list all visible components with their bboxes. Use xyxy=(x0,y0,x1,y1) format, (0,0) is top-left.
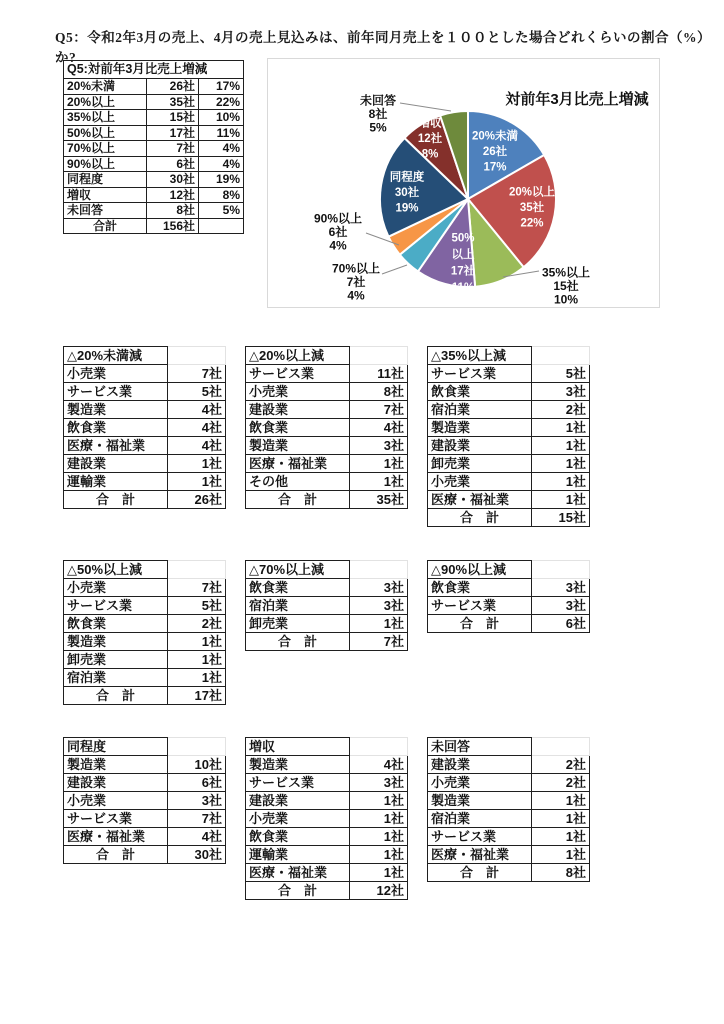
chart-title: 対前年3月比売上増減 xyxy=(505,91,649,108)
cell-industry: 宿泊業 xyxy=(428,401,532,419)
cell-industry: 医療・福祉業 xyxy=(64,437,168,455)
pie-slice-label: 70%以上 7社 4% xyxy=(331,261,381,303)
pie-slice-label: 同程度 30社 19% xyxy=(389,171,425,215)
table-row xyxy=(64,669,226,687)
table-row xyxy=(428,473,590,491)
cell-percent: 11% xyxy=(199,125,244,141)
cell-industry: 飲食業 xyxy=(428,383,532,401)
cell-count: 4社 xyxy=(350,419,408,437)
cell-count: 11社 xyxy=(350,365,408,383)
table-row xyxy=(64,615,226,633)
cell-count: 1社 xyxy=(168,651,226,669)
cell-industry: 飲食業 xyxy=(64,615,168,633)
table-row xyxy=(428,401,590,419)
cell-count: 7社 xyxy=(168,365,226,383)
cell-percent: 22% xyxy=(199,94,244,110)
summary-table xyxy=(63,60,244,234)
pie-slice-label: 増収 12社 8% xyxy=(417,117,443,161)
cell-industry: 運輸業 xyxy=(64,473,168,491)
cell-count: 35社 xyxy=(147,94,199,110)
table-row xyxy=(246,810,408,828)
cell-count: 1社 xyxy=(532,473,590,491)
cell-industry: 製造業 xyxy=(246,756,350,774)
table-row xyxy=(64,810,226,828)
table-row xyxy=(64,792,226,810)
total-label: 合 計 xyxy=(428,864,532,882)
cell-industry: 製造業 xyxy=(64,401,168,419)
cell-count: 5社 xyxy=(168,597,226,615)
cell-industry: サービス業 xyxy=(64,810,168,828)
table-row xyxy=(64,651,226,669)
breakdown-table-title: △70%以上減 xyxy=(246,561,350,579)
cell-count: 1社 xyxy=(532,846,590,864)
chart-area xyxy=(267,58,660,308)
cell-percent: 17% xyxy=(199,79,244,95)
cell-count: 3社 xyxy=(532,383,590,401)
cell-count: 1社 xyxy=(168,669,226,687)
cell-percent: 8% xyxy=(199,187,244,203)
table-row xyxy=(64,455,226,473)
cell-industry: 宿泊業 xyxy=(246,597,350,615)
label-leader-line xyxy=(382,265,407,274)
breakdown-total-row xyxy=(246,882,408,900)
breakdown-total-row xyxy=(64,846,226,864)
cell-count: 26社 xyxy=(147,79,199,95)
cell-count: 1社 xyxy=(350,846,408,864)
cell-count: 1社 xyxy=(168,455,226,473)
cell-industry: 建設業 xyxy=(246,401,350,419)
table-row xyxy=(64,437,226,455)
cell-percent: 4% xyxy=(199,156,244,172)
table-row xyxy=(428,774,590,792)
table-row xyxy=(246,365,408,383)
total-label: 合計 xyxy=(64,218,147,234)
cell-count: 1社 xyxy=(350,455,408,473)
cell-industry: 製造業 xyxy=(64,633,168,651)
cell-industry: サービス業 xyxy=(428,365,532,383)
cell-industry: 医療・福祉業 xyxy=(246,455,350,473)
cell-count: 7社 xyxy=(168,579,226,597)
cell-category: 同程度 xyxy=(64,172,147,188)
pie-chart xyxy=(268,59,659,307)
table-row xyxy=(246,864,408,882)
total-label: 合 計 xyxy=(246,491,350,509)
breakdown-header-row xyxy=(64,347,226,365)
breakdown-table xyxy=(245,346,408,509)
cell-category: 35%以上 xyxy=(64,110,147,126)
table-row xyxy=(246,473,408,491)
cell-count: 1社 xyxy=(532,491,590,509)
total-label: 合 計 xyxy=(64,687,168,705)
table-row xyxy=(64,79,244,95)
cell-industry: 卸売業 xyxy=(64,651,168,669)
cell-count: 3社 xyxy=(350,437,408,455)
header-empty-cell xyxy=(532,738,590,756)
cell-industry: 医療・福祉業 xyxy=(246,864,350,882)
cell-count: 30社 xyxy=(147,172,199,188)
table-row xyxy=(246,846,408,864)
table-row xyxy=(64,401,226,419)
cell-industry: 製造業 xyxy=(428,419,532,437)
cell-count: 1社 xyxy=(350,828,408,846)
table-row xyxy=(64,419,226,437)
cell-count: 1社 xyxy=(350,810,408,828)
total-count: 17社 xyxy=(168,687,226,705)
breakdown-header-row xyxy=(428,561,590,579)
cell-count: 8社 xyxy=(350,383,408,401)
cell-industry: 建設業 xyxy=(428,756,532,774)
cell-industry: 小売業 xyxy=(428,473,532,491)
cell-category: 20%以上 xyxy=(64,94,147,110)
cell-industry: 小売業 xyxy=(246,383,350,401)
table-row xyxy=(64,756,226,774)
cell-industry: 飲食業 xyxy=(246,419,350,437)
breakdown-table-title: △50%以上減 xyxy=(64,561,168,579)
cell-count: 3社 xyxy=(532,579,590,597)
cell-count: 4社 xyxy=(350,756,408,774)
table-row xyxy=(246,455,408,473)
breakdown-table xyxy=(427,737,590,882)
cell-count: 1社 xyxy=(532,437,590,455)
cell-count: 3社 xyxy=(350,774,408,792)
cell-industry: 小売業 xyxy=(64,579,168,597)
summary-table-title: Q5:対前年3月比売上増減 xyxy=(64,61,244,79)
table-row xyxy=(246,792,408,810)
table-row xyxy=(246,383,408,401)
cell-count: 3社 xyxy=(168,792,226,810)
cell-category: 90%以上 xyxy=(64,156,147,172)
cell-count: 3社 xyxy=(350,579,408,597)
table-row xyxy=(428,383,590,401)
cell-industry: サービス業 xyxy=(64,383,168,401)
pie-slice-label: 50%以上 17社 11% xyxy=(450,232,476,294)
cell-count: 3社 xyxy=(350,597,408,615)
breakdown-total-row xyxy=(64,687,226,705)
breakdown-total-row xyxy=(428,615,590,633)
cell-industry: サービス業 xyxy=(428,597,532,615)
cell-industry: 医療・福祉業 xyxy=(64,828,168,846)
total-label: 合 計 xyxy=(64,491,168,509)
cell-count: 1社 xyxy=(532,792,590,810)
breakdown-table xyxy=(245,560,408,651)
table-row xyxy=(428,419,590,437)
table-row xyxy=(64,156,244,172)
breakdown-total-row xyxy=(428,509,590,527)
cell-industry: 製造業 xyxy=(64,756,168,774)
total-count: 35社 xyxy=(350,491,408,509)
cell-count: 5社 xyxy=(532,365,590,383)
table-row xyxy=(246,437,408,455)
breakdown-table xyxy=(63,346,226,509)
table-row xyxy=(428,792,590,810)
header-empty-cell xyxy=(168,347,226,365)
cell-industry: 飲食業 xyxy=(246,579,350,597)
cell-category: 20%未満 xyxy=(64,79,147,95)
cell-industry: 建設業 xyxy=(64,774,168,792)
label-leader-line xyxy=(400,103,451,111)
breakdown-table-title: 未回答 xyxy=(428,738,532,756)
table-row xyxy=(64,187,244,203)
breakdown-table-title: △90%以上減 xyxy=(428,561,532,579)
cell-industry: サービス業 xyxy=(64,597,168,615)
cell-count: 2社 xyxy=(532,756,590,774)
cell-industry: 医療・福祉業 xyxy=(428,491,532,509)
cell-industry: 飲食業 xyxy=(246,828,350,846)
cell-count: 4社 xyxy=(168,828,226,846)
cell-percent: 19% xyxy=(199,172,244,188)
table-row xyxy=(246,615,408,633)
cell-count: 17社 xyxy=(147,125,199,141)
cell-industry: 宿泊業 xyxy=(428,810,532,828)
pie-slice-label: 20%未満 26社 17% xyxy=(471,130,519,174)
question-title: Q5：令和2年3月の売上、4月の売上見込みは、前年同月売上を１００とした場合どれくらいの割合（%）か? xyxy=(55,30,705,65)
total-label: 合 計 xyxy=(428,615,532,633)
breakdown-total-row xyxy=(246,633,408,651)
header-empty-cell xyxy=(532,347,590,365)
breakdown-table xyxy=(427,346,590,527)
cell-industry: 小売業 xyxy=(246,810,350,828)
cell-category: 未回答 xyxy=(64,203,147,219)
breakdown-table xyxy=(245,737,408,900)
pie-slice-label: 未回答 8社 5% xyxy=(359,93,397,135)
table-row xyxy=(64,633,226,651)
table-row xyxy=(64,597,226,615)
cell-industry: 運輸業 xyxy=(246,846,350,864)
summary-header-row xyxy=(64,61,244,79)
breakdown-header-row xyxy=(246,738,408,756)
cell-count: 2社 xyxy=(168,615,226,633)
total-label: 合 計 xyxy=(428,509,532,527)
cell-industry: 小売業 xyxy=(64,792,168,810)
total-count: 6社 xyxy=(532,615,590,633)
cell-industry: 小売業 xyxy=(64,365,168,383)
cell-industry: 医療・福祉業 xyxy=(428,846,532,864)
breakdown-table-title: △20%未満減 xyxy=(64,347,168,365)
breakdown-header-row xyxy=(64,738,226,756)
cell-industry: 小売業 xyxy=(428,774,532,792)
breakdown-header-row xyxy=(246,347,408,365)
breakdown-table-title: △20%以上減 xyxy=(246,347,350,365)
total-count: 8社 xyxy=(532,864,590,882)
cell-industry: サービス業 xyxy=(246,774,350,792)
cell-industry: 製造業 xyxy=(246,437,350,455)
breakdown-total-row xyxy=(246,491,408,509)
cell-count: 1社 xyxy=(532,419,590,437)
cell-industry: 建設業 xyxy=(428,437,532,455)
table-row xyxy=(246,401,408,419)
cell-count: 1社 xyxy=(168,473,226,491)
breakdown-table xyxy=(63,560,226,705)
breakdown-table xyxy=(427,560,590,633)
total-count: 156社 xyxy=(147,218,199,234)
table-row xyxy=(64,365,226,383)
cell-count: 7社 xyxy=(147,141,199,157)
breakdown-total-row xyxy=(64,491,226,509)
cell-industry: 宿泊業 xyxy=(64,669,168,687)
cell-count: 10社 xyxy=(168,756,226,774)
breakdown-table-title: 増収 xyxy=(246,738,350,756)
cell-industry: その他 xyxy=(246,473,350,491)
cell-count: 2社 xyxy=(532,401,590,419)
breakdown-header-row xyxy=(428,738,590,756)
cell-industry: サービス業 xyxy=(246,365,350,383)
summary-total-row xyxy=(64,218,244,234)
table-row xyxy=(246,756,408,774)
header-empty-cell xyxy=(350,347,408,365)
table-row xyxy=(428,365,590,383)
cell-industry: 飲食業 xyxy=(428,579,532,597)
breakdown-total-row xyxy=(428,864,590,882)
total-label: 合 計 xyxy=(64,846,168,864)
total-count: 7社 xyxy=(350,633,408,651)
table-row xyxy=(428,437,590,455)
breakdown-header-row xyxy=(64,561,226,579)
breakdown-header-row xyxy=(246,561,408,579)
cell-industry: 卸売業 xyxy=(428,455,532,473)
table-row xyxy=(64,125,244,141)
table-row xyxy=(246,579,408,597)
total-count: 30社 xyxy=(168,846,226,864)
total-label: 合 計 xyxy=(246,633,350,651)
cell-category: 増収 xyxy=(64,187,147,203)
total-count: 26社 xyxy=(168,491,226,509)
table-row xyxy=(428,491,590,509)
cell-count: 1社 xyxy=(532,455,590,473)
cell-percent: 5% xyxy=(199,203,244,219)
table-row xyxy=(428,579,590,597)
breakdown-table xyxy=(63,737,226,864)
cell-count: 4社 xyxy=(168,419,226,437)
breakdown-table-title: 同程度 xyxy=(64,738,168,756)
table-row xyxy=(64,774,226,792)
cell-industry: 製造業 xyxy=(428,792,532,810)
cell-count: 1社 xyxy=(350,473,408,491)
cell-industry: サービス業 xyxy=(428,828,532,846)
table-row xyxy=(246,774,408,792)
cell-category: 70%以上 xyxy=(64,141,147,157)
cell-count: 1社 xyxy=(532,810,590,828)
header-empty-cell xyxy=(168,738,226,756)
table-row xyxy=(64,141,244,157)
table-row xyxy=(64,579,226,597)
cell-count: 4社 xyxy=(168,437,226,455)
cell-count: 12社 xyxy=(147,187,199,203)
table-row xyxy=(64,203,244,219)
cell-count: 5社 xyxy=(168,383,226,401)
breakdown-table-title: △35%以上減 xyxy=(428,347,532,365)
pie-slice-label: 90%以上 6社 4% xyxy=(313,211,363,253)
cell-industry: 建設業 xyxy=(64,455,168,473)
table-row xyxy=(428,846,590,864)
cell-count: 2社 xyxy=(532,774,590,792)
table-row xyxy=(64,172,244,188)
cell-industry: 飲食業 xyxy=(64,419,168,437)
table-row xyxy=(64,473,226,491)
table-row xyxy=(246,828,408,846)
pie-slice-label: 20%以上 35社 22% xyxy=(508,186,556,230)
cell-count: 1社 xyxy=(350,615,408,633)
table-row xyxy=(428,756,590,774)
table-row xyxy=(428,828,590,846)
total-percent xyxy=(199,218,244,234)
total-label: 合 計 xyxy=(246,882,350,900)
cell-percent: 4% xyxy=(199,141,244,157)
cell-count: 3社 xyxy=(532,597,590,615)
total-count: 12社 xyxy=(350,882,408,900)
table-row xyxy=(64,383,226,401)
cell-industry: 建設業 xyxy=(246,792,350,810)
cell-count: 1社 xyxy=(350,792,408,810)
cell-count: 8社 xyxy=(147,203,199,219)
cell-percent: 10% xyxy=(199,110,244,126)
cell-count: 1社 xyxy=(532,828,590,846)
table-row xyxy=(64,94,244,110)
header-empty-cell xyxy=(532,561,590,579)
cell-category: 50%以上 xyxy=(64,125,147,141)
cell-count: 1社 xyxy=(168,633,226,651)
header-empty-cell xyxy=(168,561,226,579)
header-empty-cell xyxy=(350,738,408,756)
header-empty-cell xyxy=(350,561,408,579)
table-row xyxy=(64,110,244,126)
table-row xyxy=(246,597,408,615)
table-row xyxy=(64,828,226,846)
cell-count: 7社 xyxy=(350,401,408,419)
cell-count: 15社 xyxy=(147,110,199,126)
table-row xyxy=(246,419,408,437)
table-row xyxy=(428,810,590,828)
total-count: 15社 xyxy=(532,509,590,527)
cell-industry: 卸売業 xyxy=(246,615,350,633)
cell-count: 4社 xyxy=(168,401,226,419)
table-row xyxy=(428,597,590,615)
pie-slice-label: 35%以上 15社 10% xyxy=(541,265,591,307)
table-row xyxy=(428,455,590,473)
cell-count: 7社 xyxy=(168,810,226,828)
cell-count: 1社 xyxy=(350,864,408,882)
cell-count: 6社 xyxy=(168,774,226,792)
cell-count: 6社 xyxy=(147,156,199,172)
breakdown-header-row xyxy=(428,347,590,365)
